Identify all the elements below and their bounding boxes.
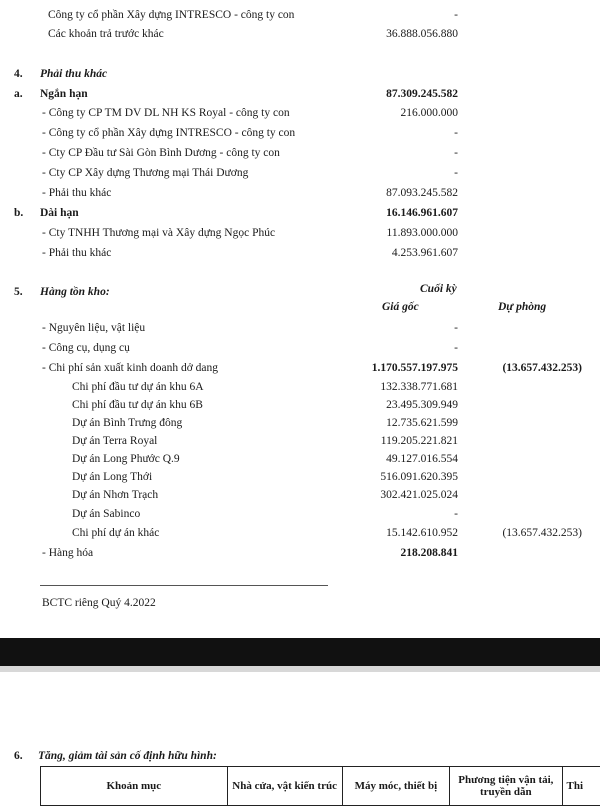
fixed-assets-table bbox=[40, 766, 600, 806]
section4b-letter: b. bbox=[14, 206, 23, 220]
project-cost: 302.421.025.024 bbox=[330, 488, 458, 502]
section4a-item-label: - Công ty cổ phần Xây dựng INTRESCO - công ty con bbox=[42, 126, 295, 140]
section4a-item-value: - bbox=[330, 146, 458, 160]
footer-note: BCTC riêng Quý 4.2022 bbox=[42, 596, 156, 610]
project-label: Dự án Bình Trưng đông bbox=[72, 416, 182, 430]
project-label: Chi phí đầu tư dự án khu 6B bbox=[72, 398, 203, 412]
section4a-item-label: - Công ty CP TM DV DL NH KS Royal - công ty con bbox=[42, 106, 290, 120]
section5-number: 5. bbox=[14, 285, 23, 299]
inventory-item-provision: (13.657.432.253) bbox=[470, 361, 582, 375]
goods-cost: 218.208.841 bbox=[330, 546, 458, 560]
section4a-item-value: - bbox=[330, 166, 458, 180]
inventory-item-label: - Công cụ, dụng cụ bbox=[42, 341, 130, 355]
section4b-item-label: - Cty TNHH Thương mại và Xây dựng Ngọc Phúc bbox=[42, 226, 275, 240]
project-cost: 15.142.610.952 bbox=[330, 526, 458, 540]
section4a-item-value: - bbox=[330, 126, 458, 140]
section4a-item-label: - Cty CP Đầu tư Sài Gòn Bình Dương - công ty con bbox=[42, 146, 280, 160]
section4a-label: Ngắn hạn bbox=[40, 87, 88, 101]
project-provision: (13.657.432.253) bbox=[470, 526, 582, 540]
table-header-cell: Khoản mục bbox=[41, 767, 228, 806]
project-label: Chi phí đầu tư dự án khu 6A bbox=[72, 380, 204, 394]
section6-number: 6. bbox=[14, 749, 23, 763]
project-label: Dự án Terra Royal bbox=[72, 434, 157, 448]
page-break-band bbox=[0, 638, 600, 666]
section4b-item-value: 4.253.961.607 bbox=[330, 246, 458, 260]
table-header-cell: Máy móc, thiết bị bbox=[342, 767, 450, 806]
section4a-item-label: - Phải thu khác bbox=[42, 186, 111, 200]
section4b-item-label: - Phải thu khác bbox=[42, 246, 111, 260]
section4b-label: Dài hạn bbox=[40, 206, 79, 220]
project-label: Chi phí dự án khác bbox=[72, 526, 159, 540]
table-header-cell: Nhà cửa, vật kiến trúc bbox=[227, 767, 342, 806]
inventory-item-label: - Nguyên liệu, vật liệu bbox=[42, 321, 145, 335]
section4a-item-value: 216.000.000 bbox=[330, 106, 458, 120]
project-cost: 119.205.221.821 bbox=[330, 434, 458, 448]
project-cost: 516.091.620.395 bbox=[330, 470, 458, 484]
provision-column-header: Dự phòng bbox=[498, 300, 546, 314]
inventory-item-cost: - bbox=[330, 341, 458, 355]
section4a-letter: a. bbox=[14, 87, 23, 101]
prepaid-row-intresco-label: Công ty cổ phần Xây dựng INTRESCO - công ty con bbox=[48, 8, 294, 22]
section4a-total: 87.309.245.582 bbox=[330, 87, 458, 101]
inventory-item-cost: - bbox=[330, 321, 458, 335]
section4a-item-label: - Cty CP Xây dựng Thương mại Thái Dương bbox=[42, 166, 248, 180]
cost-column-header: Giá gốc bbox=[382, 300, 419, 314]
section4b-item-value: 11.893.000.000 bbox=[330, 226, 458, 240]
section4-number: 4. bbox=[14, 67, 23, 81]
section6-title: Tăng, giảm tài sản cố định hữu hình: bbox=[38, 749, 217, 763]
prepaid-row-other-value: 36.888.056.880 bbox=[330, 27, 458, 41]
section4-title: Phải thu khác bbox=[40, 67, 107, 81]
project-cost: - bbox=[330, 507, 458, 521]
page-break-gap bbox=[0, 666, 600, 672]
project-cost: 12.735.621.599 bbox=[330, 416, 458, 430]
period-header: Cuối kỳ bbox=[420, 282, 457, 296]
section4a-item-value: 87.093.245.582 bbox=[330, 186, 458, 200]
inventory-item-label: - Chi phí sản xuất kinh doanh dở dang bbox=[42, 361, 218, 375]
inventory-item-cost: 1.170.557.197.975 bbox=[330, 361, 458, 375]
project-label: Dự án Long Phước Q.9 bbox=[72, 452, 180, 466]
prepaid-row-other-label: Các khoản trả trước khác bbox=[48, 27, 164, 41]
table-header-cell: Thi bbox=[562, 767, 600, 806]
footer-separator bbox=[40, 585, 328, 586]
project-label: Dự án Long Thới bbox=[72, 470, 152, 484]
project-label: Dự án Sabinco bbox=[72, 507, 140, 521]
project-label: Dự án Nhơn Trạch bbox=[72, 488, 158, 502]
prepaid-row-intresco-value: - bbox=[330, 8, 458, 22]
goods-label: - Hàng hóa bbox=[42, 546, 93, 560]
project-cost: 132.338.771.681 bbox=[330, 380, 458, 394]
section4b-total: 16.146.961.607 bbox=[330, 206, 458, 220]
project-cost: 49.127.016.554 bbox=[330, 452, 458, 466]
section5-title: Hàng tồn kho: bbox=[40, 285, 110, 299]
project-cost: 23.495.309.949 bbox=[330, 398, 458, 412]
table-header-cell: Phương tiện vận tải, truyền dẫn bbox=[450, 767, 562, 806]
